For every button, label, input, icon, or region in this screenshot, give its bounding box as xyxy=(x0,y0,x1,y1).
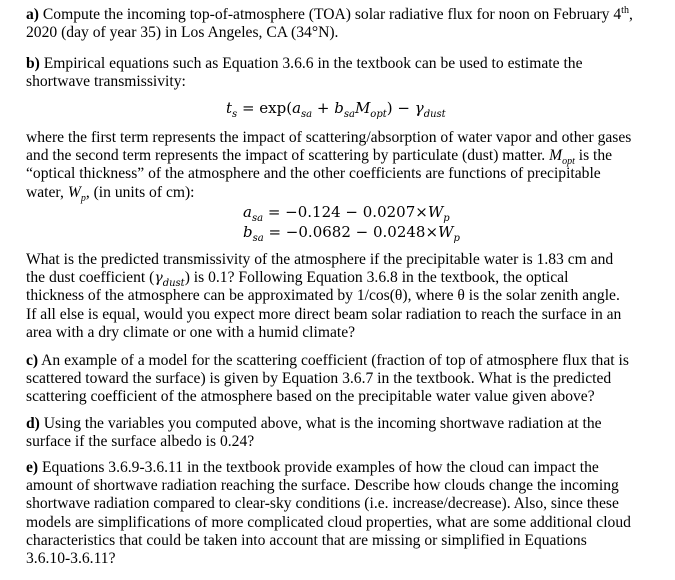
question-d-line-1: d) Using the variables you computed above, what is the incoming shortwave radiation at the xyxy=(26,415,602,432)
question-e-line-6: 3.6.10-3.6.11? xyxy=(26,550,116,568)
question-e xyxy=(26,459,656,568)
question-c-line-2: scattered toward the surface) is given by Equation 3.6.7 in the textbook. What is the predicted xyxy=(26,370,612,388)
question-a-line-2: 2020 (day of year 35) in Los Angeles, CA (34°N). xyxy=(26,24,339,42)
m-opt-symbol: $M_{opt}$ xyxy=(549,147,575,168)
question-c-label: c) xyxy=(26,352,39,369)
question-b-explanation xyxy=(26,129,656,202)
question-e-line-1: e) Equations 3.6.9-3.6.11 in the textbook provide examples of how the cloud can impact the xyxy=(26,459,599,476)
prompt-line-1: What is the predicted transmissivity of the atmosphere if the precipitable water is 1.83 cm and xyxy=(26,251,614,268)
question-b-prompt xyxy=(26,251,656,342)
transmissivity-equation: $t_s = \exp(a_{sa} + b_{sa}M_{opt}) - \gamma_{dust}$ xyxy=(226,99,446,120)
explanation-line-3: “optical thickness” of the atmosphere and the other coefficients are functions of precipitable xyxy=(26,165,601,183)
question-a-label: a) xyxy=(26,6,39,23)
explanation-line-4: water, $W_p$, (in units of cm): xyxy=(26,183,195,204)
question-b-line-2: shortwave transmissivity: xyxy=(26,73,186,91)
prompt-line-3: thickness of the atmosphere can be approximated by 1/cos(θ), where θ is the solar zenith angle. xyxy=(26,287,620,305)
explanation-line-2: and the second term represents the impact of scattering by particulate (dust) matter. $M_{opt}$ is the xyxy=(26,147,613,168)
question-b-label: b) xyxy=(26,55,40,72)
question-b xyxy=(26,55,656,91)
gamma-dust-symbol: $\gamma_{dust}$ xyxy=(154,270,185,290)
question-d-label: d) xyxy=(26,415,40,432)
explanation-line-1: where the first term represents the impact of scattering/absorption of water vapor and other gases xyxy=(26,129,632,146)
question-d xyxy=(26,415,656,451)
question-e-line-2: amount of shortwave radiation reaching the surface. Describe how clouds change the incoming xyxy=(26,477,619,495)
question-b-line-1: b) Empirical equations such as Equation 3.6.6 in the textbook can be used to estimate the xyxy=(26,55,583,72)
question-c xyxy=(26,352,656,407)
prompt-line-4: If all else is equal, would you expect more direct beam solar radiation to reach the surface in an xyxy=(26,305,622,323)
question-a xyxy=(26,6,656,42)
asa-equation: $a_{sa} = -0.124 - 0.0207\times W_p$ xyxy=(243,203,450,224)
question-e-line-4: models are simplifications of more complicated cloud properties, what are some additional cloud xyxy=(26,513,631,531)
question-c-line-3: scattering coefficient of the atmosphere based on the precipitable water value given above? xyxy=(26,388,595,406)
bsa-equation: $b_{sa} = -0.0682 - 0.0248\times W_p$ xyxy=(243,223,460,244)
question-c-line-1: c) An example of a model for the scattering coefficient (fraction of top of atmosphere flux that is xyxy=(26,352,629,369)
question-e-line-5: characteristics that could be taken into account that are missing or simplified in Equations xyxy=(26,531,587,549)
question-d-line-2: surface if the surface albedo is 0.24? xyxy=(26,433,255,451)
question-e-label: e) xyxy=(26,459,39,476)
question-e-line-3: shortwave radiation compared to clear-sky conditions (i.e. increase/decrease). Also, since these xyxy=(26,495,619,513)
prompt-line-5: area with a dry climate or one with a humid climate? xyxy=(26,323,356,341)
wp-symbol: $W_p$ xyxy=(67,183,86,204)
prompt-line-2: the dust coefficient $(\gamma_{dust})$ is 0.1? Following Equation 3.6.8 in the textbook, the optical xyxy=(26,269,569,290)
question-a-line-1: a) Compute the incoming top-of-atmosphere (TOA) solar radiative flux for noon on February 4th, xyxy=(26,5,633,23)
